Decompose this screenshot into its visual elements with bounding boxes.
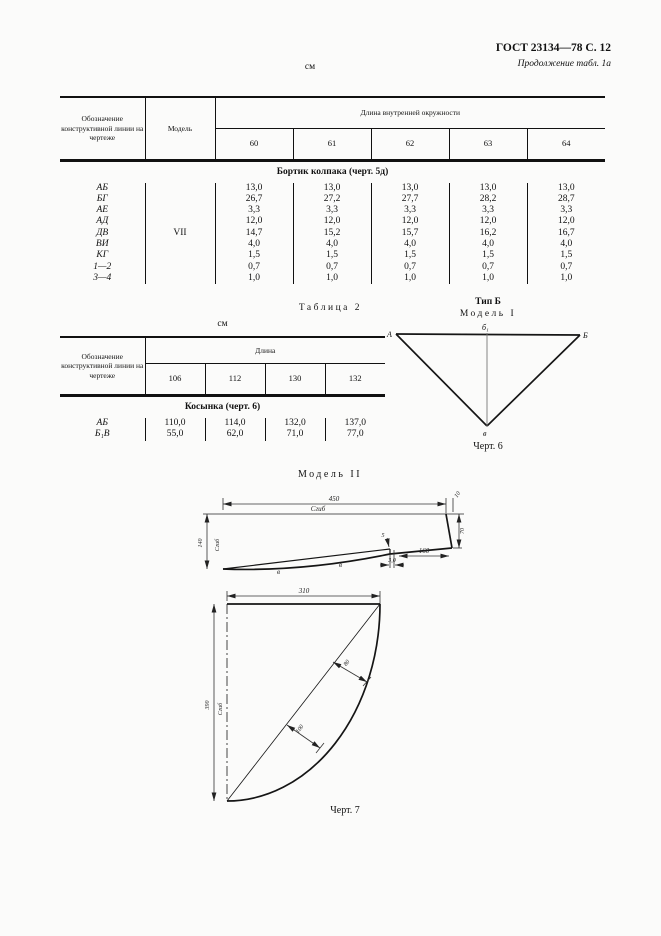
table-cell: 62,0	[205, 429, 265, 441]
table-cell: 13,0	[527, 183, 605, 194]
fig7-model-label: Модель II	[297, 469, 363, 480]
table-cell: 16,7	[527, 228, 605, 239]
table2-line-header: Обозначение конструктивной линии на чертеже	[60, 337, 145, 395]
row-label: 1—2	[93, 261, 112, 272]
vertex-label-b: Б	[583, 331, 588, 340]
table-row	[60, 418, 385, 430]
dim-label-160: 160	[418, 547, 430, 555]
table2-size-col: 112	[205, 363, 265, 395]
triangle-top-edge	[396, 334, 580, 335]
table-row	[60, 250, 605, 261]
table2-title: Таблица 2	[298, 303, 362, 313]
table-row	[60, 216, 605, 227]
table-cell: 4,0	[293, 239, 371, 250]
table-cell: 1,5	[293, 250, 371, 261]
table2-group-header: Длина	[145, 337, 385, 363]
fig7-upper-drawing	[195, 488, 470, 586]
dim-label-3: 3,0	[388, 558, 396, 564]
triangle-right-side	[487, 335, 580, 426]
table-row	[60, 228, 605, 239]
table-cell: 55,0	[145, 429, 205, 441]
table-cell: 3,3	[293, 205, 371, 216]
dim-label-310: 310	[298, 587, 310, 595]
continuation-note: Продолжение табл. 1а	[517, 59, 611, 69]
table-cell: 26,7	[215, 194, 293, 205]
table-cell: 16,2	[449, 228, 527, 239]
table-cell: 3,3	[215, 205, 293, 216]
table-cell: 12,0	[215, 216, 293, 227]
table1-section-title: Бортик колпака (черт. 5д)	[276, 167, 389, 177]
table2-size-col: 132	[325, 363, 385, 395]
fig6-model-label: Модель I	[459, 309, 517, 319]
dim-label-390: 390	[205, 700, 211, 710]
table-cell: 1,5	[449, 250, 527, 261]
piece-diagonal	[227, 604, 380, 801]
fig7-caption: Черт. 7	[330, 805, 360, 816]
table-cell: 12,0	[449, 216, 527, 227]
piece-lower-curve	[223, 554, 390, 569]
table-cell: 4,0	[449, 239, 527, 250]
table-cell: 28,2	[449, 194, 527, 205]
row-label: АД	[96, 216, 109, 227]
dim-arrow-5	[387, 538, 389, 547]
table-cell: 13,0	[293, 183, 371, 194]
table1-size-col: 64	[527, 128, 605, 160]
table1-size-col: 61	[293, 128, 371, 160]
row-label: ДВ	[96, 227, 109, 238]
fig6-type-label: Тип Б	[475, 297, 501, 307]
table-cell: 4,0	[527, 239, 605, 250]
dim-label-10: 10	[453, 490, 463, 500]
table2-size-col: 130	[265, 363, 325, 395]
table-row	[60, 205, 605, 216]
dim-label-80: 80	[343, 659, 352, 668]
table-cell: 1,5	[371, 250, 449, 261]
table-cell: 0,7	[449, 262, 527, 273]
table2-section-title: Косынка (черт. 6)	[184, 402, 261, 412]
dim-label-100: 100	[295, 723, 306, 735]
table-cell: 1,0	[215, 273, 293, 284]
vertex-label-a: А	[387, 330, 392, 339]
dim-label-140: 140	[198, 538, 204, 548]
table-cell: 1,0	[371, 273, 449, 284]
row-label: АБ	[96, 182, 108, 193]
table-cell: 15,7	[371, 228, 449, 239]
vertex-label-v: в	[483, 429, 487, 438]
table-cell: 0,7	[371, 262, 449, 273]
table-cell: 28,7	[527, 194, 605, 205]
triangle-left-side	[396, 334, 487, 426]
table-cell: 1,5	[215, 250, 293, 261]
row-label: АЕ	[96, 205, 109, 216]
table-cell: 137,0	[325, 418, 385, 430]
row-label: ВИ	[95, 238, 109, 249]
row-label: БГ	[96, 193, 108, 204]
table-row	[60, 429, 385, 441]
table-cell: 3,3	[449, 205, 527, 216]
table-cell: 1,5	[527, 250, 605, 261]
table-cell: 27,2	[293, 194, 371, 205]
table-cell: 12,0	[293, 216, 371, 227]
row-label: КГ	[96, 250, 109, 261]
table-row	[60, 273, 605, 284]
table-cell: 1,0	[527, 273, 605, 284]
table-cell: 0,7	[293, 262, 371, 273]
fig6-drawing	[385, 322, 591, 438]
table-cell: 0,7	[527, 262, 605, 273]
table1-model-value: VII	[145, 183, 215, 285]
table-row	[60, 262, 605, 273]
units-label-table2: см	[217, 319, 228, 329]
table-cell: 13,0	[215, 183, 293, 194]
table1-size-col: 63	[449, 128, 527, 160]
table-cell: 3,3	[527, 205, 605, 216]
table-row	[60, 239, 605, 250]
table-cell: 14,7	[215, 228, 293, 239]
table-2	[60, 336, 385, 441]
table-cell: 1,0	[293, 273, 371, 284]
table-cell: 15,2	[293, 228, 371, 239]
table2-size-col: 106	[145, 363, 205, 395]
fold-label-top: Сгиб	[310, 505, 326, 513]
table-row	[60, 183, 605, 194]
table-cell: 12,0	[371, 216, 449, 227]
table-cell: 1,0	[449, 273, 527, 284]
page-header-gost: ГОСТ 23134—78 С. 12	[495, 42, 611, 54]
fold-label-left: Сгиб	[215, 538, 221, 552]
table-cell: 114,0	[205, 418, 265, 430]
table-cell: 12,0	[527, 216, 605, 227]
dim-label-450: 450	[328, 495, 340, 503]
fig6-caption: Черт. 6	[473, 441, 503, 452]
table-cell: 77,0	[325, 429, 385, 441]
table-cell: 3,3	[371, 205, 449, 216]
table1-size-col: 60	[215, 128, 293, 160]
fold-label-left: Сгиб	[218, 702, 224, 716]
table-cell: 71,0	[265, 429, 325, 441]
table-cell: 0,7	[215, 262, 293, 273]
row-label: 3—4	[93, 272, 112, 283]
units-label-top: см	[304, 62, 316, 72]
table1-line-header: Обозначение конструктивной линии на чертеже	[60, 97, 145, 160]
vertex-label-b1: б₁	[482, 323, 489, 332]
table-cell: 110,0	[145, 418, 205, 430]
table-cell: 4,0	[215, 239, 293, 250]
dim-line-80	[333, 662, 367, 682]
table-cell: 132,0	[265, 418, 325, 430]
table-row	[60, 194, 605, 205]
table-1	[60, 96, 605, 284]
curve-label-v2: в	[339, 561, 343, 569]
row-label: АБ	[96, 417, 108, 428]
ext-tick	[316, 743, 324, 753]
table1-group-header: Длина внутренней окружности	[215, 97, 605, 128]
table-cell: 13,0	[371, 183, 449, 194]
row-label: Б₁В	[94, 429, 110, 440]
table-cell: 13,0	[449, 183, 527, 194]
table1-size-col: 62	[371, 128, 449, 160]
fig7-lower-drawing	[190, 585, 420, 807]
table-cell: 4,0	[371, 239, 449, 250]
dim-label-70: 70	[460, 528, 466, 534]
piece-right-edge	[446, 514, 452, 548]
table1-model-header: Модель	[145, 97, 215, 160]
table-cell: 27,7	[371, 194, 449, 205]
dim-label-5: 5	[381, 533, 385, 539]
curve-label-v1: в	[277, 568, 281, 576]
